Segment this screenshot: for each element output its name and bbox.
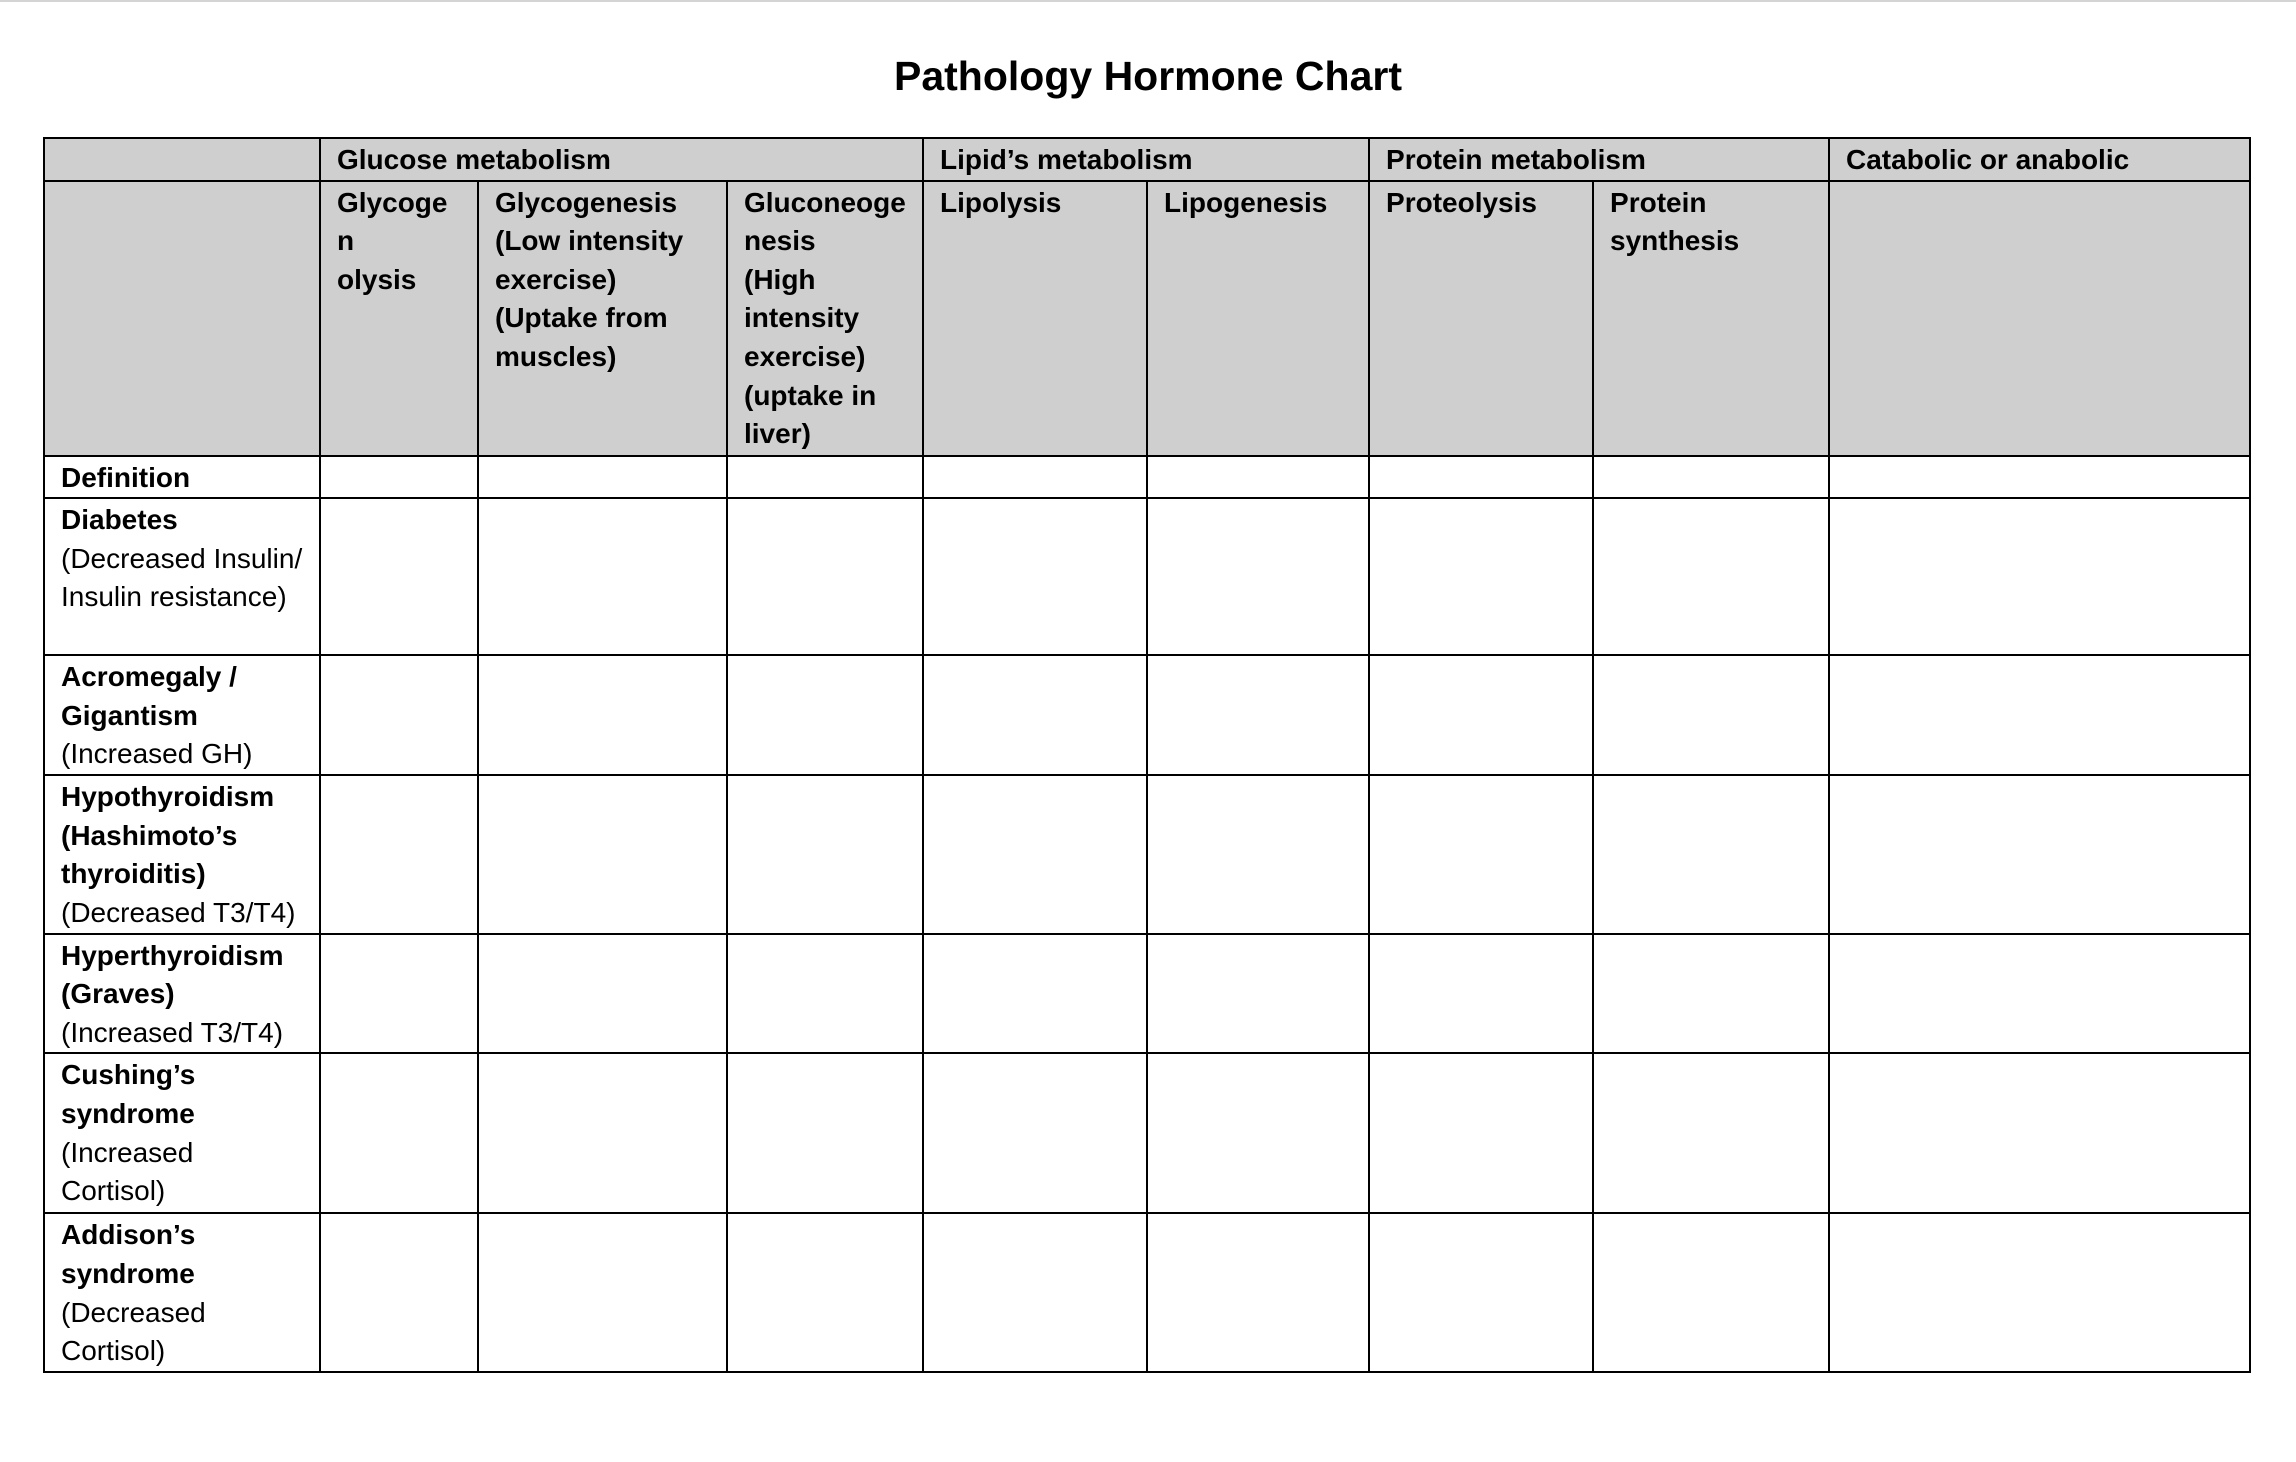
table-cell[interactable] [1829, 655, 2250, 775]
table-cell[interactable] [1829, 775, 2250, 933]
table-cell[interactable] [727, 655, 923, 775]
gluconeogenesis-header: Gluconeoge nesis (High intensity exercise) (uptake in liver) [727, 181, 923, 456]
table-cell[interactable] [1369, 1213, 1593, 1371]
proteolysis-header: Proteolysis [1369, 181, 1593, 456]
table-cell[interactable] [1829, 456, 2250, 499]
table-cell[interactable] [1369, 456, 1593, 499]
table-cell[interactable] [1147, 498, 1369, 655]
table-cell[interactable] [1147, 655, 1369, 775]
table-cell[interactable] [1147, 1053, 1369, 1213]
corner-cell [44, 138, 320, 181]
table-cell[interactable] [320, 498, 478, 655]
table-cell[interactable] [1593, 456, 1829, 499]
row-note: (Decreased Insulin/ Insulin resistance) [61, 542, 303, 613]
table-cell[interactable] [478, 456, 727, 499]
row-label: Acromegaly / Gigantism [61, 661, 237, 731]
table-cell[interactable] [1829, 498, 2250, 655]
table-row [44, 1053, 2250, 1213]
table-cell[interactable] [1593, 655, 1829, 775]
table-cell[interactable] [1593, 1213, 1829, 1371]
row-note: (Increased Cortisol) [61, 1136, 194, 1207]
table-cell[interactable] [727, 1213, 923, 1371]
table-cell[interactable] [320, 1213, 478, 1371]
row-label: Diabetes [61, 504, 178, 536]
row-label-diabetes [44, 498, 320, 655]
table-cell[interactable] [923, 655, 1147, 775]
table-cell[interactable] [1593, 934, 1829, 1054]
table-cell[interactable] [1147, 934, 1369, 1054]
lipogenesis-header: Lipogenesis [1147, 181, 1369, 456]
row-note: (Increased T3/T4) [61, 1016, 284, 1048]
hormone-chart-table [43, 137, 2251, 1373]
table-cell[interactable] [923, 775, 1147, 933]
row-label-hyperthyroidism [44, 934, 320, 1054]
table-cell[interactable] [923, 1053, 1147, 1213]
group-header-row [44, 138, 2250, 181]
row-label-definition [44, 456, 320, 499]
subheader-corner-cell [44, 181, 320, 456]
glucose-metabolism-header: Glucose metabolism [320, 138, 923, 181]
table-row [44, 456, 2250, 499]
table-cell[interactable] [1829, 1053, 2250, 1213]
row-label-hypothyroidism [44, 775, 320, 933]
table-cell[interactable] [320, 456, 478, 499]
table-cell[interactable] [1369, 1053, 1593, 1213]
table-cell[interactable] [478, 775, 727, 933]
table-cell[interactable] [1147, 775, 1369, 933]
table-row [44, 498, 2250, 655]
table-cell[interactable] [478, 934, 727, 1054]
table-cell[interactable] [478, 1053, 727, 1213]
row-label-cushings [44, 1053, 320, 1213]
table-cell[interactable] [1147, 456, 1369, 499]
table-cell[interactable] [1829, 934, 2250, 1054]
subcolumn-header-row [44, 181, 2250, 456]
table-cell[interactable] [727, 1053, 923, 1213]
table-cell[interactable] [1369, 498, 1593, 655]
row-label-acromegaly [44, 655, 320, 775]
table-row [44, 934, 2250, 1054]
table-cell[interactable] [478, 498, 727, 655]
table-cell[interactable] [727, 934, 923, 1054]
protein-synthesis-header: Protein synthesis [1593, 181, 1829, 456]
table-cell[interactable] [923, 456, 1147, 499]
glycogenesis-header: Glycogenesis (Low intensity exercise) (Uptake from muscles) [478, 181, 727, 456]
table-cell[interactable] [1369, 775, 1593, 933]
catabolic-anabolic-header: Catabolic or anabolic [1829, 138, 2250, 181]
table-cell[interactable] [1369, 655, 1593, 775]
table-cell[interactable] [1147, 1213, 1369, 1371]
table-cell[interactable] [478, 1213, 727, 1371]
row-note: (Increased GH) [61, 738, 253, 770]
table-cell[interactable] [923, 934, 1147, 1054]
table-cell[interactable] [923, 498, 1147, 655]
row-label: Cushing’s syndrome [61, 1059, 196, 1129]
row-note: (Decreased T3/T4) [61, 896, 296, 928]
table-cell[interactable] [1593, 1053, 1829, 1213]
row-label: Hypothyroidism (Hashimoto’s thyroiditis) [61, 781, 275, 890]
row-label: Hyperthyroidism (Graves) [61, 939, 284, 1010]
protein-metabolism-header: Protein metabolism [1369, 138, 1829, 181]
row-label: Addison’s syndrome [61, 1219, 196, 1289]
table-row [44, 775, 2250, 933]
table-cell[interactable] [727, 456, 923, 499]
glycogenolysis-header: Glycogen olysis [320, 181, 478, 456]
table-cell[interactable] [320, 934, 478, 1054]
table-row [44, 655, 2250, 775]
row-label-addisons [44, 1213, 320, 1371]
table-cell[interactable] [1369, 934, 1593, 1054]
row-note: (Decreased Cortisol) [61, 1296, 206, 1367]
table-cell[interactable] [320, 1053, 478, 1213]
lipid-metabolism-header: Lipid’s metabolism [923, 138, 1369, 181]
table-cell[interactable] [478, 655, 727, 775]
page-title: Pathology Hormone Chart [894, 53, 1402, 99]
table-cell[interactable] [1593, 498, 1829, 655]
table-cell[interactable] [320, 775, 478, 933]
lipolysis-header: Lipolysis [923, 181, 1147, 456]
table-cell[interactable] [320, 655, 478, 775]
table-row [44, 1213, 2250, 1371]
table-cell[interactable] [1593, 775, 1829, 933]
top-divider [0, 0, 2296, 2]
table-cell[interactable] [923, 1213, 1147, 1371]
catabolic-subheader-cell [1829, 181, 2250, 456]
row-label: Definition [61, 461, 191, 493]
table-cell[interactable] [727, 498, 923, 655]
table-cell[interactable] [727, 775, 923, 933]
table-cell[interactable] [1829, 1213, 2250, 1371]
